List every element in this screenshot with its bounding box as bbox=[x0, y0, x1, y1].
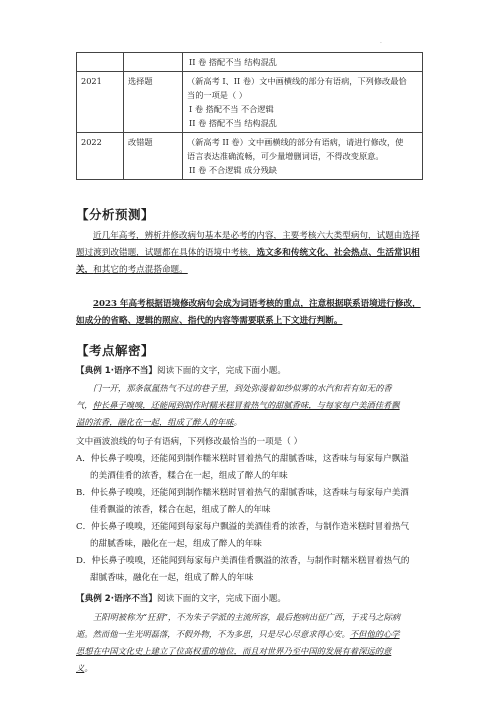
content-line: （新高考 II 卷）文中画横线的部分有语病，请进行修改，使 bbox=[187, 137, 404, 147]
underlined-sentence: 思想在中国文化史上建立了位高权重的地位，而且对世界乃至中国的发展有着深远的意 bbox=[76, 646, 392, 656]
passage-text: 。 bbox=[233, 417, 242, 427]
content-line: II 卷 搭配不当 结构混乱 bbox=[189, 118, 277, 128]
table-row bbox=[77, 72, 423, 133]
option-line: B．仲长鼻子嗅嗅，还能闻到制作糯米糕时冒着热气的甜腻香味，这香味与每家每户美酒 bbox=[76, 488, 409, 498]
content-line: （新高考 I、II 卷）文中画横线的部分有语病，下列修改最恰 bbox=[187, 76, 407, 86]
option-a bbox=[76, 451, 424, 485]
option-b bbox=[76, 485, 424, 519]
option-line: 甜腻香味，融化在一起，组成了醉人的年味 bbox=[90, 573, 254, 583]
example-2-passage: 王阳明被称为“狂狷”，不为朱子学派的主流所容，最后抱病出征广西，于戎马之际病 bbox=[93, 612, 401, 622]
analysis-text: 近几年高考，辨析并修改病句基本是必考的内容，主要考核六大类型病句，试题由选择题过渡到改错题，试题都在具体的语境中考核， bbox=[76, 231, 420, 258]
example-1-header bbox=[76, 363, 424, 380]
section-heading-analysis: 【分析预测】 bbox=[76, 207, 155, 222]
content-cell bbox=[183, 72, 423, 133]
table-row bbox=[77, 133, 423, 180]
analysis-tail-text: 和其它的考点混搭命题。 bbox=[93, 265, 188, 275]
content-line: II 卷 搭配不当 结构混乱 bbox=[189, 57, 277, 67]
type-cell: 改错题 bbox=[124, 133, 183, 180]
underlined-sentence: 不但他的心学 bbox=[349, 629, 400, 639]
example-2-passage-end bbox=[76, 660, 424, 677]
type-cell bbox=[124, 53, 183, 72]
passage-text: 门一开，那条氤氲热气不过的巷子里，到处弥漫着如纱似雾的水汽和若有如无的香 bbox=[93, 383, 392, 393]
passage-text: 气， bbox=[76, 400, 93, 410]
option-line: A．仲长鼻子嗅嗅，还能闻到制作糯米糕时冒着热气的甜腻香味，这香味与每家每户飘溢 bbox=[76, 454, 409, 464]
exam-history-table bbox=[76, 52, 423, 180]
option-line: C．仲长鼻子嗅嗅，还能闻到每家每户飘溢的美酒佳肴的浓香，与制作造米糕时冒着热气 bbox=[76, 522, 410, 532]
example-1-passage-cont bbox=[76, 397, 424, 414]
example-1-passage bbox=[76, 380, 424, 397]
content-line: 当的一项是（ ） bbox=[187, 90, 247, 100]
passage-text: 。 bbox=[84, 663, 93, 673]
example-2-passage-cont2 bbox=[76, 643, 424, 660]
option-line: D．仲长鼻子嗅嗅，还能闻到每家每户美酒佳肴飘溢的浓香，与制作时糯米糕冒着热气的 bbox=[76, 556, 410, 566]
content-cell bbox=[183, 133, 423, 180]
content-cell bbox=[183, 53, 423, 72]
option-line: 的甜腻香味，融化在一起，组成了醉人的年味 bbox=[90, 539, 262, 549]
example-2-passage-cont bbox=[76, 626, 424, 643]
section-heading-keypoints: 【考点解密】 bbox=[76, 343, 155, 358]
analysis-paragraph-2: 2023 年高考根据语境修改病句会成为词语考核的重点，注意根据联系语境进行修改，如成分的省略、逻辑的照应、指代的内容等需要联系上下文进行判断。 bbox=[76, 299, 421, 326]
wavy-sentence: 溢的浓香，融化在一起，组成了醉人的年味 bbox=[76, 417, 234, 427]
example-1-intro: 阅读下面的文字，完成下面小题。 bbox=[157, 366, 286, 376]
example-1-label: 【典例 1·语序不当】 bbox=[76, 366, 157, 376]
year-cell: 2021 bbox=[77, 72, 124, 133]
option-line: 的美酒佳肴的浓香，糅合在一起，组成了醉人的年味 bbox=[90, 471, 288, 481]
example-1-passage-end bbox=[76, 414, 424, 431]
page-mark: · bbox=[380, 40, 382, 47]
option-d bbox=[76, 553, 424, 587]
content-line: II 卷 不合逻辑 成分残缺 bbox=[189, 165, 277, 175]
passage-text: 逝。然而他一生光明磊落，不假外物，不为多思，只是尽心尽意求得心安。 bbox=[76, 629, 350, 639]
analysis-paragraph-1 bbox=[76, 228, 424, 279]
content-line: I 卷 搭配不当 不合逻辑 bbox=[189, 104, 274, 114]
option-line: 佳肴飘溢的浓香，糅合在起，组成了醉人的年味 bbox=[90, 505, 271, 515]
example-1-question: 文中画波浪线的句子有语病，下列修改最恰当的一项是（ ） bbox=[76, 437, 303, 447]
example-2-intro: 阅读下面的文字，完成下面小题。 bbox=[157, 594, 286, 604]
content-line: 语言表达准确流畅，可少量增删词语，不得改变原意。 bbox=[187, 151, 384, 161]
table-row bbox=[77, 53, 423, 72]
year-cell: 2022 bbox=[77, 133, 124, 180]
year-cell bbox=[77, 53, 124, 72]
wavy-sentence: 仲长鼻子嗅嗅，还能闻到制作时糯米糕冒着热气的甜腻香味，与每家每户美酒佳肴飘 bbox=[92, 400, 400, 410]
underlined-sentence: 义 bbox=[76, 663, 85, 673]
analysis-bold-text: 选文多和传统文化、社会热点、生活常识相关， bbox=[76, 248, 420, 275]
example-2-header bbox=[76, 591, 424, 608]
example-2-label: 【典例 2·语序不当】 bbox=[76, 594, 157, 604]
option-c bbox=[76, 519, 424, 553]
type-cell: 选择题 bbox=[124, 72, 183, 133]
